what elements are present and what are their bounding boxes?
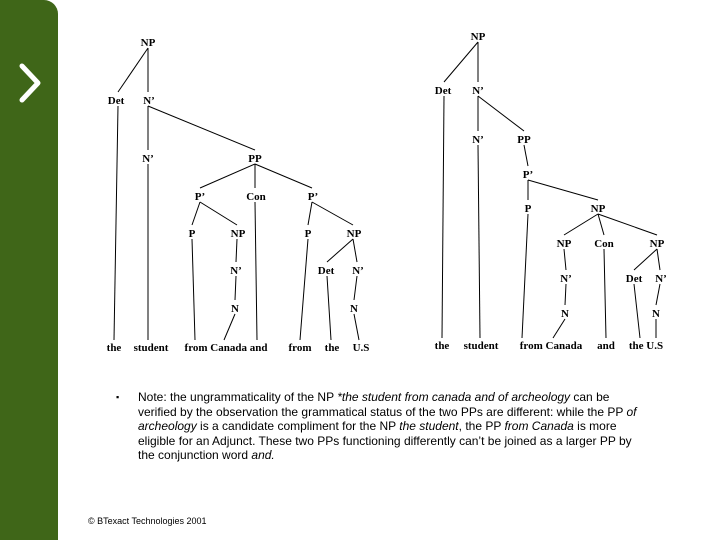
tree-node-nbar: N’ [472,85,484,97]
tree-node-p: P [188,228,196,240]
tree-leaf-word: from Canada [519,340,583,352]
tree-node-np: NP [230,228,246,240]
copyright-footer: © BTexact Technologies 2001 [88,516,207,526]
tree-leaf-word: student [463,340,499,352]
note-text-run: , the PP [458,419,505,434]
note-text-run: is a candidate compliment for the NP [196,419,400,434]
tree-node-np: NP [346,228,362,240]
tree-node-np-root: NP [470,31,486,43]
tree-node-nbar: N’ [142,153,154,165]
tree-node-pbar: P’ [307,191,319,203]
tree-node-n: N [231,303,239,315]
tree-node-pp: PP [248,153,262,165]
note-text-run: Note: the ungrammaticality of the NP [138,390,338,404]
tree-node-np-root: NP [140,37,156,49]
note-italic-run: of archeology [138,404,637,434]
note-italic-run: the student [399,419,459,434]
note-text-run: can be verified by the observation the grammatical status of the two PPs are different: while the PP [138,390,627,419]
tree-leaf-word: U.S [352,342,370,354]
tree-node-nbar: N’ [143,95,155,107]
tree-leaf-word: from Canada and [184,342,268,354]
tree-node-det: Det [107,95,125,107]
tree-node-p: P [304,228,312,240]
note-text-run: is more eligible for an Adjunct. These two PPs functioning differently can’t be joined as a larger PP by the conjunction word [138,419,632,463]
tree-node-nbar: N’ [352,265,364,277]
tree-node-n: N [652,308,660,320]
note-italic-run: from Canada [504,419,574,434]
tree-node-np: NP [590,203,606,215]
tree-leaf-word: the [106,342,122,354]
tree-node-pbar: P’ [194,191,206,203]
tree-node-nbar: N’ [655,273,667,285]
tree-leaf-word: from [288,342,312,354]
tree-node-det: Det [434,85,452,97]
note-paragraph [138,390,646,463]
tree-node-np: NP [649,238,665,250]
note-italic-run: *the student from canada and of archeology [337,390,571,404]
tree-leaf-word: and [597,340,615,352]
tree-node-nbar: N’ [472,134,484,146]
tree-node-det: Det [317,265,335,277]
tree-leaf-word: student [133,342,169,354]
tree-node-nbar: N’ [230,265,242,277]
tree-node-pbar: P’ [522,169,534,181]
tree-leaf-word: the U.S [628,340,664,352]
tree-node-con: Con [246,191,266,203]
tree-node-nbar: N’ [560,273,572,285]
tree-node-p: P [524,203,532,215]
note-bullet-item [116,390,646,463]
tree-node-con: Con [594,238,614,250]
note-italic-run: and. [251,448,275,463]
tree-node-np: NP [556,238,572,250]
bullet-marker: ▪ [116,392,120,402]
tree-node-n: N [561,308,569,320]
tree-node-pp: PP [517,134,531,146]
tree-node-det: Det [625,273,643,285]
tree-leaf-word: the [324,342,340,354]
right-syntax-tree [435,31,667,352]
left-syntax-tree [107,37,370,354]
tree-node-n: N [350,303,358,315]
tree-leaf-word: the [434,340,450,352]
